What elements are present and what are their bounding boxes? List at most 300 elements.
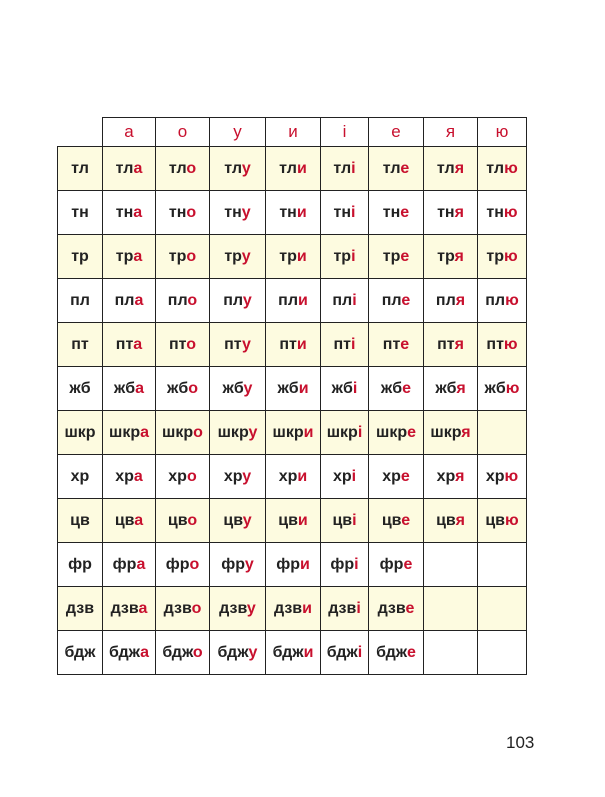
corner-cell	[58, 118, 103, 147]
table-row	[58, 543, 527, 587]
vowel-letter: ю	[504, 159, 518, 177]
vowel-letter: і	[351, 203, 356, 221]
table-row	[58, 367, 527, 411]
vowel-letter: ю	[505, 511, 519, 529]
vowel-letter: у	[248, 643, 258, 661]
vowel-letter: я	[454, 247, 464, 265]
syllable-cell	[156, 587, 210, 631]
vowel-letter: о	[193, 423, 203, 441]
consonant-cluster: цв	[223, 511, 243, 529]
syllable-table	[57, 117, 527, 675]
table-row	[58, 191, 527, 235]
syllable-cell	[369, 235, 424, 279]
vowel-letter: я	[461, 423, 471, 441]
vowel-letter: я	[455, 467, 465, 485]
page-number: 103	[506, 733, 535, 752]
consonant-cluster: жб	[166, 379, 189, 397]
vowel-letter: е	[402, 379, 412, 397]
vowel-letter: а	[133, 335, 143, 353]
vowel-letter: е	[403, 555, 413, 573]
syllable-cell	[103, 279, 156, 323]
vowel-letter: о	[186, 467, 197, 485]
prefix-cell: дзв	[58, 587, 103, 631]
syllable-cell	[369, 367, 424, 411]
vowel-letter: у	[243, 379, 253, 397]
syllable-cell	[369, 455, 424, 499]
consonant-cluster: тл	[333, 159, 352, 177]
vowel-letter: е	[400, 159, 410, 177]
syllable-cell	[321, 587, 369, 631]
syllable-cell	[321, 455, 369, 499]
consonant-cluster: бдж	[272, 643, 304, 661]
vowel-letter: и	[297, 511, 308, 529]
vowel-letter: і	[352, 379, 358, 397]
consonant-cluster: дзв	[110, 599, 139, 617]
syllable-cell	[210, 367, 266, 411]
empty-cell	[424, 543, 478, 587]
empty-cell	[478, 543, 527, 587]
syllable-cell	[266, 323, 321, 367]
vowel-letter: у	[242, 335, 251, 353]
table-row	[58, 499, 527, 543]
vowel-letter: е	[400, 203, 410, 221]
consonant-cluster: хр	[168, 467, 187, 485]
syllable-cell	[478, 279, 527, 323]
consonant-cluster: тн	[224, 203, 242, 221]
consonant-cluster: жб	[484, 379, 506, 397]
syllable-cell	[321, 411, 369, 455]
consonant-cluster: тл	[115, 159, 134, 177]
consonant-cluster: фр	[221, 555, 245, 573]
consonant-cluster: пт	[279, 335, 297, 353]
vowel-letter: о	[187, 291, 198, 309]
syllable-cell	[369, 323, 424, 367]
vowel-letter: і	[351, 467, 357, 485]
syllable-cell	[156, 279, 210, 323]
vowel-letter: и	[297, 467, 308, 485]
consonant-cluster: хр	[436, 467, 456, 485]
consonant-cluster: пл	[381, 291, 402, 309]
vowel-letter: у	[241, 159, 251, 177]
consonant-cluster: тр	[437, 247, 455, 265]
syllable-cell	[156, 367, 210, 411]
vowel-letter: о	[186, 335, 197, 353]
consonant-cluster: жб	[435, 379, 457, 397]
consonant-cluster: тн	[115, 203, 134, 221]
syllable-cell	[369, 543, 424, 587]
consonant-cluster: тр	[115, 247, 134, 265]
vowel-letter: ю	[504, 467, 519, 485]
vowel-letter: і	[351, 247, 356, 265]
vowel-letter: і	[357, 643, 363, 661]
consonant-cluster: цв	[381, 511, 402, 529]
syllable-cell	[103, 587, 156, 631]
consonant-cluster: пл	[278, 291, 298, 309]
syllable-cell	[424, 455, 478, 499]
empty-cell	[478, 587, 527, 631]
syllable-cell	[478, 499, 527, 543]
vowel-header: ю	[478, 118, 527, 147]
consonant-cluster: шкр	[217, 423, 249, 441]
syllable-cell	[369, 587, 424, 631]
prefix-cell: шкр	[58, 411, 103, 455]
consonant-cluster: бдж	[108, 643, 141, 661]
syllable-cell	[424, 323, 478, 367]
syllable-cell	[266, 499, 321, 543]
syllable-cell	[103, 235, 156, 279]
table-row	[58, 631, 527, 675]
vowel-letter: у	[241, 203, 251, 221]
consonant-cluster: тн	[486, 203, 504, 221]
consonant-cluster: тл	[224, 159, 242, 177]
consonant-cluster: фр	[112, 555, 137, 573]
syllable-cell	[321, 367, 369, 411]
vowel-letter: і	[351, 159, 356, 177]
syllable-cell	[266, 411, 321, 455]
syllable-cell	[424, 147, 478, 191]
syllable-cell	[369, 499, 424, 543]
syllable-cell	[321, 499, 369, 543]
vowel-letter: у	[248, 423, 258, 441]
consonant-cluster: тр	[333, 247, 352, 265]
prefix-cell: цв	[58, 499, 103, 543]
vowel-letter: о	[188, 379, 198, 397]
vowel-letter: а	[134, 511, 144, 529]
syllable-cell	[103, 367, 156, 411]
vowel-letter: у	[246, 599, 256, 617]
vowel-letter: и	[302, 599, 312, 617]
vowel-letter: я	[454, 203, 464, 221]
consonant-cluster: цв	[114, 511, 135, 529]
consonant-cluster: хр	[382, 467, 401, 485]
prefix-cell: бдж	[58, 631, 103, 675]
consonant-cluster: дзв	[163, 599, 192, 617]
syllable-cell	[266, 367, 321, 411]
vowel-letter: я	[454, 335, 464, 353]
vowel-letter: і	[351, 335, 356, 353]
vowel-letter: е	[405, 599, 415, 617]
consonant-cluster: бдж	[326, 643, 358, 661]
vowel-letter: а	[136, 555, 146, 573]
vowel-letter: ю	[505, 291, 519, 309]
consonant-cluster: тл	[279, 159, 297, 177]
consonant-cluster: пл	[485, 291, 506, 309]
syllable-cell	[103, 631, 156, 675]
consonant-cluster: жб	[277, 379, 299, 397]
syllable-cell	[321, 323, 369, 367]
consonant-cluster: пл	[435, 291, 456, 309]
consonant-cluster: дзв	[219, 599, 247, 617]
syllable-cell	[156, 147, 210, 191]
consonant-cluster: тл	[486, 159, 505, 177]
syllable-cell	[266, 455, 321, 499]
consonant-cluster: пт	[437, 335, 455, 353]
vowel-letter: и	[296, 335, 307, 353]
vowel-letter: ю	[503, 247, 518, 265]
syllable-cell	[478, 367, 527, 411]
vowel-letter: я	[454, 159, 465, 177]
vowel-letter: у	[244, 555, 254, 573]
vowel-letter: е	[401, 291, 411, 309]
table-row	[58, 411, 527, 455]
consonant-cluster: пт	[115, 335, 134, 353]
consonant-cluster: тр	[224, 247, 242, 265]
consonant-cluster: пл	[167, 291, 188, 309]
consonant-cluster: тр	[168, 247, 187, 265]
vowel-letter: а	[138, 599, 148, 617]
syllable-cell	[424, 499, 478, 543]
consonant-cluster: пт	[486, 335, 504, 353]
vowel-letter: е	[401, 511, 411, 529]
syllable-cell	[103, 411, 156, 455]
empty-cell	[424, 587, 478, 631]
consonant-cluster: пт	[224, 335, 242, 353]
table-row	[58, 455, 527, 499]
syllable-cell	[156, 543, 210, 587]
vowel-letter: а	[135, 379, 145, 397]
consonant-cluster: шкр	[162, 423, 194, 441]
table-row	[58, 147, 527, 191]
consonant-cluster: тл	[436, 159, 455, 177]
vowel-letter: а	[140, 643, 150, 661]
empty-cell	[424, 631, 478, 675]
vowel-header: е	[369, 118, 424, 147]
syllable-cell	[321, 631, 369, 675]
consonant-cluster: жб	[113, 379, 136, 397]
consonant-cluster: бдж	[376, 643, 407, 661]
syllable-cell	[369, 191, 424, 235]
syllable-cell	[321, 235, 369, 279]
consonant-cluster: фр	[379, 555, 404, 573]
consonant-cluster: цв	[436, 511, 456, 529]
syllable-cell	[478, 191, 527, 235]
consonant-cluster: дзв	[274, 599, 303, 617]
syllable-cell	[424, 235, 478, 279]
vowel-letter: а	[134, 291, 144, 309]
consonant-cluster: жб	[331, 379, 353, 397]
syllable-cell	[210, 191, 266, 235]
vowel-letter: о	[186, 247, 197, 265]
vowel-letter: о	[191, 599, 202, 617]
syllable-cell	[210, 411, 266, 455]
syllable-cell	[156, 411, 210, 455]
syllable-cell	[266, 543, 321, 587]
vowel-letter: и	[296, 203, 307, 221]
consonant-cluster: тр	[382, 247, 401, 265]
consonant-cluster: хр	[485, 467, 505, 485]
prefix-cell: тн	[58, 191, 103, 235]
syllable-cell	[103, 323, 156, 367]
syllable-cell	[103, 147, 156, 191]
vowel-header: і	[321, 118, 369, 147]
syllable-cell	[266, 587, 321, 631]
table-row	[58, 323, 527, 367]
syllable-cell	[424, 191, 478, 235]
consonant-cluster: жб	[380, 379, 403, 397]
consonant-cluster: тл	[382, 159, 401, 177]
vowel-letter: о	[186, 203, 197, 221]
consonant-cluster: тн	[382, 203, 401, 221]
vowel-letter: о	[189, 555, 200, 573]
syllable-cell	[210, 323, 266, 367]
syllable-cell	[369, 147, 424, 191]
vowel-letter: я	[455, 511, 465, 529]
consonant-cluster: бдж	[217, 643, 249, 661]
prefix-cell: тл	[58, 147, 103, 191]
consonant-cluster: шкр	[326, 423, 358, 441]
syllable-cell	[266, 235, 321, 279]
consonant-cluster: шкр	[430, 423, 462, 441]
prefix-cell: фр	[58, 543, 103, 587]
syllable-cell	[321, 279, 369, 323]
syllable-cell	[321, 147, 369, 191]
vowel-letter: и	[303, 423, 314, 441]
syllable-cell	[210, 543, 266, 587]
consonant-cluster: хр	[332, 467, 352, 485]
consonant-cluster: тл	[168, 159, 187, 177]
consonant-cluster: дзв	[328, 599, 357, 617]
syllable-cell	[424, 279, 478, 323]
consonant-cluster: фр	[165, 555, 190, 573]
vowel-letter: а	[133, 467, 143, 485]
syllable-cell	[210, 279, 266, 323]
vowel-letter: и	[298, 379, 309, 397]
consonant-cluster: цв	[485, 511, 505, 529]
syllable-cell	[478, 147, 527, 191]
table-row	[58, 235, 527, 279]
syllable-cell	[156, 191, 210, 235]
vowel-letter: о	[186, 159, 197, 177]
syllable-cell	[210, 631, 266, 675]
vowel-letter: а	[133, 203, 143, 221]
vowel-letter: і	[354, 555, 359, 573]
vowel-letter: і	[352, 291, 357, 309]
consonant-cluster: тр	[486, 247, 504, 265]
consonant-cluster: цв	[278, 511, 298, 529]
syllable-cell	[266, 191, 321, 235]
vowel-letter: и	[296, 159, 307, 177]
consonant-cluster: цв	[332, 511, 353, 529]
syllable-cell	[424, 411, 478, 455]
prefix-cell: пл	[58, 279, 103, 323]
vowel-letter: и	[303, 643, 314, 661]
syllable-cell	[321, 543, 369, 587]
consonant-cluster: тн	[437, 203, 455, 221]
vowel-letter: и	[299, 555, 310, 573]
consonant-cluster: пл	[223, 291, 243, 309]
syllable-cell	[210, 455, 266, 499]
vowel-letter: і	[357, 423, 363, 441]
consonant-cluster: тр	[279, 247, 297, 265]
vowel-letter: і	[352, 511, 357, 529]
vowel-letter: и	[297, 291, 308, 309]
vowel-letter: і	[356, 599, 361, 617]
syllable-cell	[210, 587, 266, 631]
syllable-cell	[478, 235, 527, 279]
vowel-letter: е	[400, 467, 410, 485]
vowel-letter: у	[242, 511, 252, 529]
consonant-cluster: пл	[332, 291, 353, 309]
syllable-cell	[103, 543, 156, 587]
consonant-cluster: хр	[223, 467, 243, 485]
prefix-cell: тр	[58, 235, 103, 279]
consonant-cluster: шкр	[108, 423, 141, 441]
prefix-cell: жб	[58, 367, 103, 411]
vowel-letter: е	[400, 247, 410, 265]
consonant-cluster: жб	[222, 379, 244, 397]
consonant-cluster: фр	[330, 555, 355, 573]
consonant-cluster: хр	[278, 467, 298, 485]
vowel-letter: а	[133, 247, 143, 265]
syllable-cell	[321, 191, 369, 235]
vowel-letter: о	[187, 511, 198, 529]
vowel-header: и	[266, 118, 321, 147]
vowel-letter: ю	[503, 203, 518, 221]
syllable-cell	[266, 631, 321, 675]
consonant-cluster: хр	[115, 467, 134, 485]
consonant-cluster: пт	[382, 335, 401, 353]
vowel-letter: я	[455, 291, 466, 309]
syllable-cell	[210, 499, 266, 543]
syllable-cell	[369, 279, 424, 323]
vowel-letter: у	[242, 291, 252, 309]
consonant-cluster: пл	[114, 291, 135, 309]
vowel-letter: е	[407, 423, 417, 441]
vowel-letter: у	[241, 247, 251, 265]
consonant-cluster: бдж	[162, 643, 193, 661]
syllable-cell	[369, 411, 424, 455]
vowel-letter: е	[400, 335, 410, 353]
syllable-cell	[156, 499, 210, 543]
consonant-cluster: тн	[168, 203, 187, 221]
vowel-header: у	[210, 118, 266, 147]
syllable-cell	[156, 323, 210, 367]
syllable-cell	[156, 235, 210, 279]
syllable-cell	[478, 323, 527, 367]
consonant-cluster: пт	[168, 335, 187, 353]
empty-cell	[478, 631, 527, 675]
consonant-cluster: фр	[276, 555, 300, 573]
prefix-cell: хр	[58, 455, 103, 499]
syllable-cell	[103, 499, 156, 543]
vowel-letter: а	[140, 423, 150, 441]
table-row	[58, 587, 527, 631]
syllable-cell	[156, 631, 210, 675]
syllable-cell	[210, 147, 266, 191]
syllable-cell	[210, 235, 266, 279]
syllable-cell	[103, 455, 156, 499]
vowel-letter: я	[456, 379, 466, 397]
vowel-letter: и	[296, 247, 307, 265]
vowel-letter: о	[192, 643, 203, 661]
syllable-cell	[369, 631, 424, 675]
syllable-cell	[478, 455, 527, 499]
syllable-cell	[103, 191, 156, 235]
consonant-cluster: тн	[279, 203, 297, 221]
consonant-cluster: дзв	[377, 599, 406, 617]
consonant-cluster: шкр	[375, 423, 408, 441]
vowel-header: я	[424, 118, 478, 147]
vowel-letter: ю	[505, 379, 520, 397]
table-row	[58, 279, 527, 323]
consonant-cluster: пт	[333, 335, 352, 353]
vowel-letter: а	[133, 159, 143, 177]
vowel-letter: е	[406, 643, 416, 661]
syllable-cell	[424, 367, 478, 411]
vowel-header-row	[58, 118, 527, 147]
syllable-cell	[156, 455, 210, 499]
vowel-letter: ю	[503, 335, 518, 353]
